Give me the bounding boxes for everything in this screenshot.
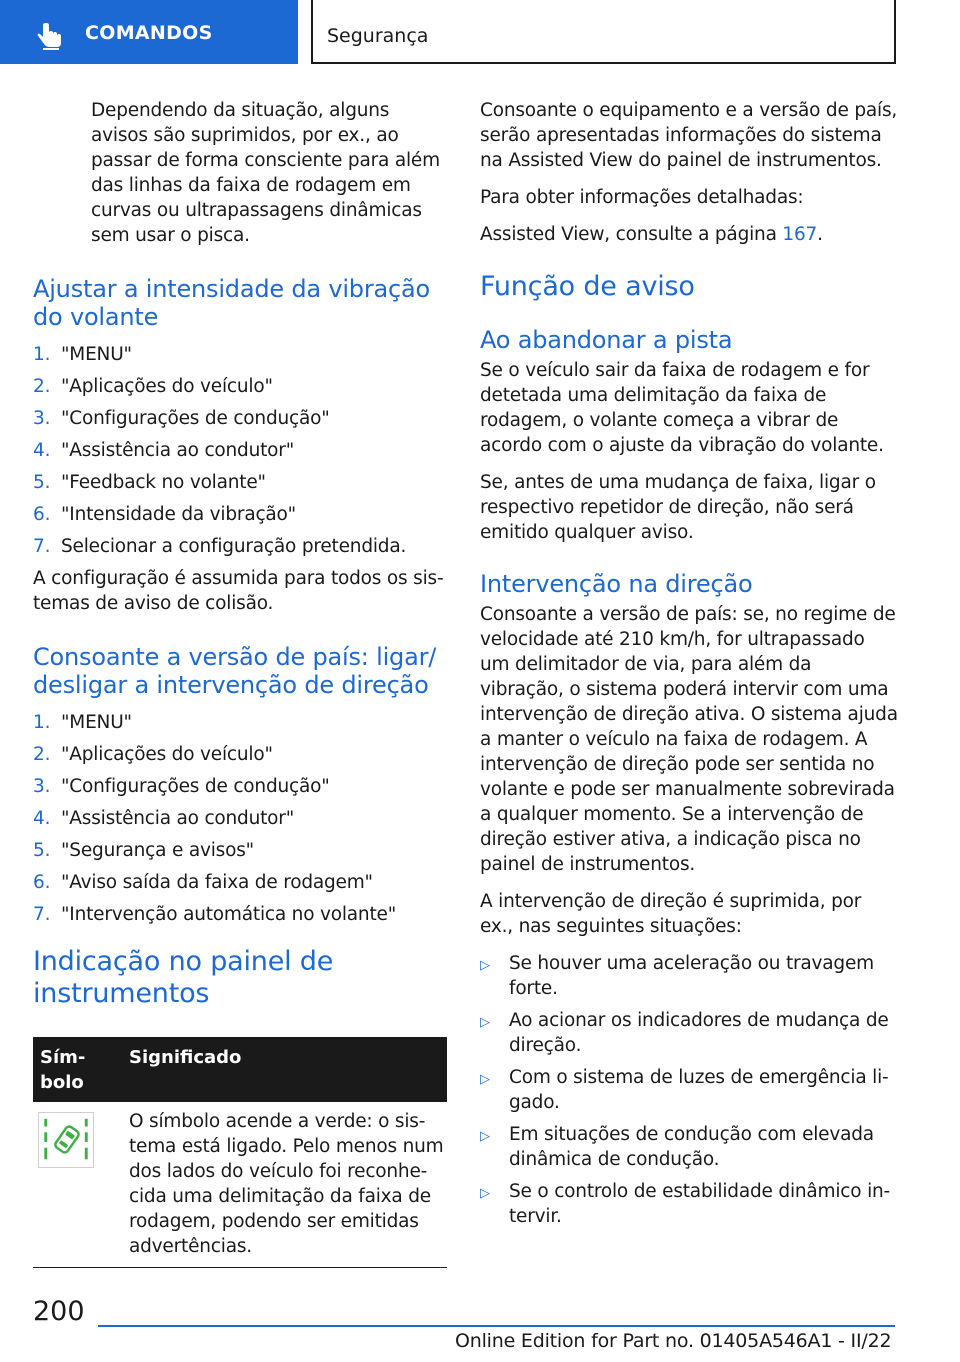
list-item: ▷ Se o controlo de estabilidade dinâmico intervir. <box>480 1181 891 1227</box>
list-item: 6. "Aviso saída da faixa de rodagem" <box>33 872 373 893</box>
steering-paragraph-1: Consoante a versão de país: se, no regime de velocidade até 210 km/h, for ultrapassado um delimitador de via, para além da vibração, o sistema poderá intervir com uma intervenção de direção ativa. O sistema ajuda a manter o veículo na faixa de rodagem. A intervenção de direção pode ser sentida no volante e pode ser manualmente sobrevirada a qualquer momento. Se a intervenção de direção estiver ativa, a indicação pisca no painel de instrumentos. <box>480 604 898 875</box>
list-item: 2. "Aplicações do veículo" <box>33 376 273 397</box>
footer-divider <box>98 1325 895 1327</box>
list-item: 5. "Segurança e avisos" <box>33 840 254 861</box>
steps-vibration <box>33 342 447 566</box>
chapter-label: Segurança <box>327 25 429 47</box>
heading-vibration: Ajustar a intensidade da vibração do volante <box>33 275 430 331</box>
right-column <box>480 98 898 1236</box>
hand-pointer-icon <box>36 22 66 50</box>
table-header <box>33 1037 447 1102</box>
symbol-table <box>33 1037 447 1268</box>
reference-paragraph: Assisted View, consulte a página 167. <box>480 224 823 245</box>
list-item: ▷ Se houver uma aceleração ou travagem forte. <box>480 953 874 999</box>
page-number: 200 <box>33 1296 85 1327</box>
triangle-bullet-icon: ▷ <box>480 1129 490 1144</box>
section-tab <box>0 0 298 64</box>
column-header-meaning: Significado <box>129 1047 242 1068</box>
note-vibration: A configuração é assumida para todos os sistemas de aviso de colisão. <box>33 568 444 614</box>
list-item: ▷ Em situações de condução com elevada dinâmica de condução. <box>480 1124 874 1170</box>
heading-steering-intervention: Intervenção na direção <box>480 570 753 598</box>
heading-instrument-display: Indicação no painel de instrumentos <box>33 946 334 1009</box>
details-paragraph: Para obter informações detalhadas: <box>480 187 804 208</box>
leaving-paragraph-1: Se o veículo sair da faixa de rodagem e for detetada uma delimitação da faixa de rodagem, o volante começa a vibrar de acordo com o ajuste da vibração do volante. <box>480 360 884 456</box>
list-item: ▷ Ao acionar os indicadores de mudança de direção. <box>480 1010 889 1056</box>
steering-paragraph-2: A intervenção de direção é suprimida, por ex., nas seguintes situações: <box>480 891 862 937</box>
list-item: 7. "Intervenção automática no volante" <box>33 904 397 925</box>
heading-intervention-toggle: Consoante a versão de país: ligar/ desligar a intervenção de direção <box>33 643 437 699</box>
list-item: 5. "Feedback no volante" <box>33 472 266 493</box>
list-item: 1. "MENU" <box>33 344 132 365</box>
table-row <box>33 1102 447 1268</box>
assisted-view-paragraph: Consoante o equipamento e a versão de país, serão apresentadas informações do sistema na Assisted View do painel de instrumentos. <box>480 100 898 171</box>
list-item: ▷ Com o sistema de luzes de emergência ligado. <box>480 1067 889 1113</box>
list-item: 2. "Aplicações do veículo" <box>33 744 273 765</box>
leaving-paragraph-2: Se, antes de uma mudança de faixa, ligar o respectivo repetidor de direção, não será emitido qualquer aviso. <box>480 472 876 543</box>
list-item: 6. "Intensidade da vibração" <box>33 504 296 525</box>
column-header-symbol: Símbolo <box>40 1047 86 1093</box>
triangle-bullet-icon: ▷ <box>480 1015 490 1030</box>
list-item: 4. "Assistência ao condutor" <box>33 440 295 461</box>
triangle-bullet-icon: ▷ <box>480 1186 490 1201</box>
page-reference-link[interactable]: 167 <box>782 224 818 245</box>
lane-keeping-assist-icon <box>39 1113 93 1167</box>
list-item: 7. Selecionar a configuração pretendida. <box>33 536 407 557</box>
triangle-bullet-icon: ▷ <box>480 958 490 973</box>
chapter-tab <box>311 0 896 64</box>
suppression-list <box>480 951 898 1229</box>
heading-leaving-lane: Ao abandonar a pista <box>480 326 733 354</box>
list-item: 1. "MENU" <box>33 712 132 733</box>
table-cell-meaning: O símbolo acende a verde: o sistema está ligado. Pelo menos num dos lados do veículo foi reconhecida uma delimitação da faixa de rodagem, podendo ser emitidas advertências. <box>129 1111 444 1257</box>
list-item: 3. "Configurações de condução" <box>33 408 330 429</box>
list-item: 3. "Configurações de condução" <box>33 776 330 797</box>
list-item: 4. "Assistência ao condutor" <box>33 808 295 829</box>
steps-intervention <box>33 710 447 934</box>
edition-note: Online Edition for Part no. 01405A546A1 - II/22 <box>455 1330 892 1352</box>
intro-paragraph: Dependendo da situação, alguns avisos são suprimidos, por ex., ao passar de forma consciente para além das linhas da faixa de rodagem em curvas ou ultrapassagens dinâmicas sem usar o pisca. <box>91 100 440 246</box>
heading-warning-function: Função de aviso <box>480 271 695 302</box>
triangle-bullet-icon: ▷ <box>480 1072 490 1087</box>
section-label: COMANDOS <box>85 22 213 44</box>
left-column <box>33 98 447 1268</box>
